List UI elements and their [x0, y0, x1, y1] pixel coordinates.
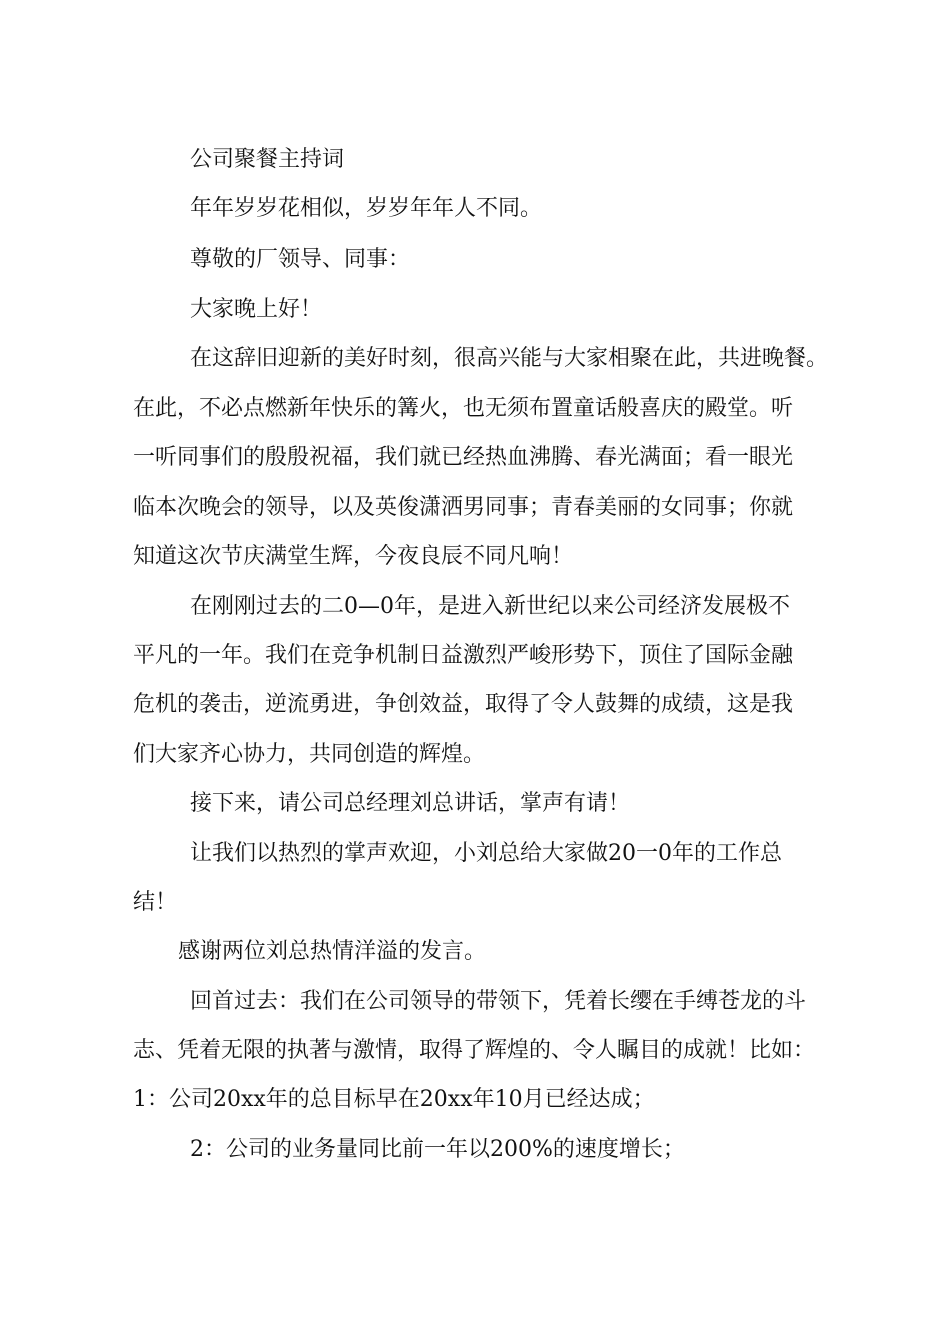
paragraph-line: 感谢两位刘总热情洋溢的发言。: [178, 939, 487, 964]
paragraph-line: 在刚刚过去的二0—0年，是进入新世纪以来公司经济发展极不: [190, 594, 790, 619]
paragraph-line: 回首过去：我们在公司领导的带领下，凭着长缨在手缚苍龙的斗: [190, 989, 807, 1014]
paragraph-line: 一听同事们的殷殷祝福，我们就已经热血沸腾、春光满面；看一眼光: [133, 445, 794, 470]
paragraph-line: 平凡的一年。我们在竞争机制日益激烈严峻形势下，顶住了国际金融: [133, 643, 794, 668]
paragraph-line: 志、凭着无限的执著与激情，取得了辉煌的、令人瞩目的成就！比如：: [133, 1038, 816, 1063]
opening-verse: 年年岁岁花相似，岁岁年年人不同。: [190, 196, 543, 221]
document-title: 公司聚餐主持词: [190, 147, 345, 172]
list-item: 1：公司20xx年的总目标早在20xx年10月已经达成；: [133, 1087, 655, 1112]
paragraph-line: 们大家齐心协力，共同创造的辉煌。: [133, 742, 486, 767]
paragraph-line: 在此，不必点燃新年快乐的篝火，也无须布置童话般喜庆的殿堂。听: [133, 396, 794, 421]
paragraph-line: 让我们以热烈的掌声欢迎，小刘总给大家做20一0年的工作总: [190, 841, 782, 866]
greeting: 大家晚上好！: [190, 297, 323, 322]
paragraph-line: 临本次晚会的领导，以及英俊潇洒男同事；青春美丽的女同事；你就: [133, 495, 794, 520]
paragraph-line: 在这辞旧迎新的美好时刻，很高兴能与大家相聚在此，共进晚餐。: [190, 346, 829, 371]
list-item: 2：公司的业务量同比前一年以200%的速度增长；: [190, 1137, 685, 1162]
paragraph-line: 结！: [133, 890, 178, 915]
salutation: 尊敬的厂领导、同事：: [190, 247, 411, 272]
paragraph-line: 危机的袭击，逆流勇进，争创效益，取得了令人鼓舞的成绩，这是我: [133, 692, 794, 717]
paragraph-line: 知道这次节庆满堂生辉，今夜良辰不同凡响！: [133, 544, 574, 569]
paragraph-line: 接下来，请公司总经理刘总讲话，掌声有请！: [190, 791, 631, 816]
